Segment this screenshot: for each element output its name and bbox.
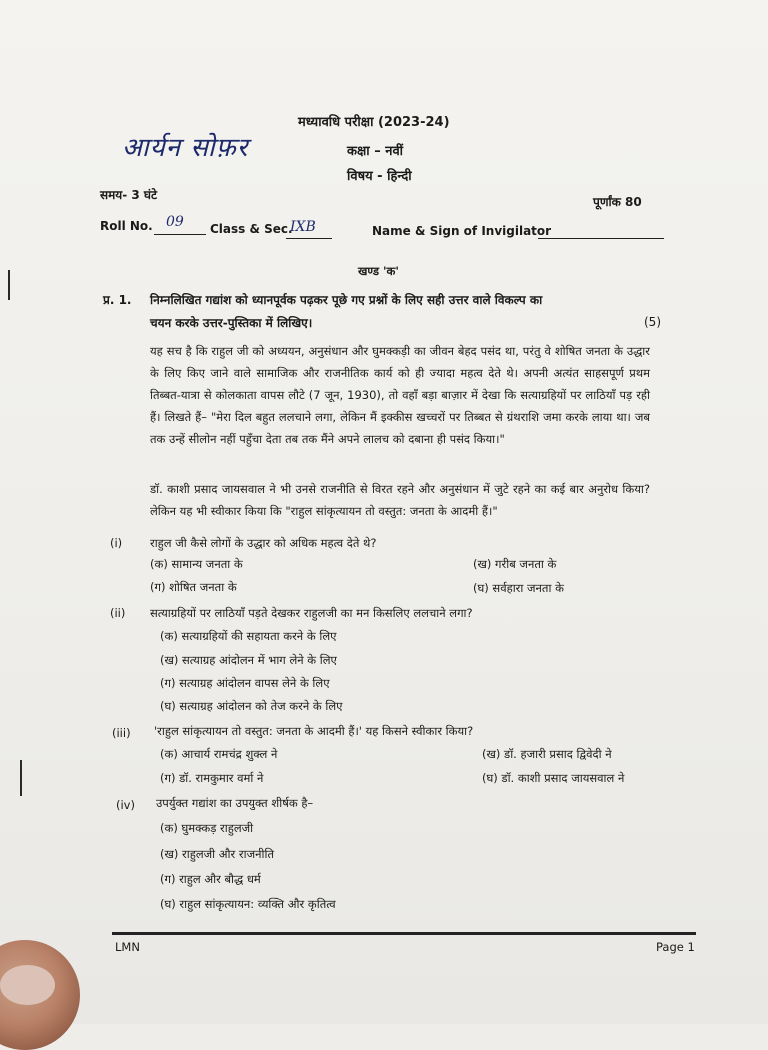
question-number: प्र. 1. — [103, 293, 132, 307]
exam-title: मध्यावधि परीक्षा (2023-24) — [298, 115, 450, 130]
invigilator-label: Name & Sign of Invigilator — [372, 224, 552, 238]
class-sec-value: IXB — [290, 219, 316, 235]
subq-number: (ii) — [110, 606, 126, 620]
option: (ग) डॉ. रामकुमार वर्मा ने — [160, 771, 264, 785]
option: (क) सत्याग्रहियों की सहायता करने के लिए — [160, 629, 337, 643]
option: (क) आचार्य रामचंद्र शुक्ल ने — [160, 747, 278, 761]
margin-pen-mark — [8, 270, 10, 300]
subq-number: (iv) — [116, 798, 135, 812]
option: (घ) डॉ. काशी प्रसाद जायसवाल ने — [482, 771, 625, 785]
student-name-handwritten: आर्यन सोफ़र — [122, 133, 249, 163]
max-marks-label: पूर्णांक 80 — [593, 195, 642, 209]
time-label: समय- 3 घंटे — [100, 188, 158, 202]
option: (घ) सत्याग्रह आंदोलन को तेज करने के लिए — [160, 699, 343, 713]
option: (ग) शोषित जनता के — [150, 580, 237, 594]
option: (क) घुमक्कड़ राहुलजी — [160, 821, 254, 835]
passage-paragraph-1: यह सच है कि राहुल जी को अध्ययन, अनुसंधान और घुमक्कड़ी का जीवन बेहद पसंद था, परंतु वे शोषित जनता के उद्धार के लिए किए जाने वाले सामाजिक और राजनीतिक कार्य को ही ज्यादा महत्व देते थे। अपनी अत्यंत साहसपूर्ण प्रथम तिब्बत-यात्रा से कोलकाता वापस लौटे (7 जून, 1930), तो वहाँ बड़ा बाज़ार में देखा कि सत्याग्रहियों पर लाठियाँ पड़ रही हैं। लिखते हैं– "मेरा दिल बहुत ललचाने लगा, लेकिन मैं इक्कीस खच्चरों पर तिब्बत से ग्रंथराशि जमा करके लाया था। जब तक उन्हें सीलोन नहीं पहुँचा देता तब तक मैंने अपने लालच को दबाना ही पसंद किया।" — [150, 344, 650, 446]
option: (ग) राहुल और बौद्ध धर्म — [160, 872, 261, 886]
section-title: खण्ड 'क' — [358, 264, 399, 278]
option: (ग) सत्याग्रह आंदोलन वापस लेने के लिए — [160, 676, 330, 690]
option: (ख) सत्याग्रह आंदोलन में भाग लेने के लिए — [160, 653, 337, 667]
roll-no-value: 09 — [166, 214, 184, 230]
roll-no-label: Roll No. — [100, 219, 153, 233]
class-sec-label: Class & Sec. — [210, 222, 293, 236]
question-marks: (5) — [644, 315, 661, 329]
subq-number: (i) — [110, 536, 123, 550]
class-sec-field — [286, 220, 332, 239]
question-instruction-line1: निम्नलिखित गद्यांश को ध्यानपूर्वक पढ़कर पूछे गए प्रश्नों के लिए सही उत्तर वाले विकल्प का — [150, 293, 543, 307]
option: (ख) डॉ. हजारी प्रसाद द्विवेदी ने — [482, 747, 612, 761]
option: (घ) सर्वहारा जनता के — [473, 581, 564, 595]
subq-text: उपर्युक्त गद्यांश का उपयुक्त शीर्षक है– — [156, 796, 314, 810]
subq-text: सत्याग्रहियों पर लाठियाँ पड़ते देखकर राहुलजी का मन किसलिए ललचाने लगा? — [150, 606, 473, 620]
option: (ख) गरीब जनता के — [473, 557, 557, 571]
footer-rule — [112, 932, 696, 935]
subq-text: 'राहुल सांकृत्यायन तो वस्तुत: जनता के आदमी हैं।' यह किसने स्वीकार किया? — [154, 724, 474, 738]
class-label: कक्षा – नवीं — [347, 144, 404, 159]
subject-label: विषय - हिन्दी — [347, 169, 412, 184]
footer-page-number: Page 1 — [656, 940, 695, 954]
question-instruction-line2: चयन करके उत्तर-पुस्तिका में लिखिए। — [150, 316, 313, 330]
subq-number: (iii) — [112, 726, 131, 740]
margin-pen-mark — [20, 760, 22, 796]
footer-left-code: LMN — [115, 940, 140, 954]
option: (क) सामान्य जनता के — [150, 557, 243, 571]
invigilator-sign-line — [538, 238, 664, 239]
option: (ख) राहुलजी और राजनीति — [160, 847, 275, 861]
thumbnail-photo — [0, 965, 55, 1005]
roll-no-field — [154, 216, 206, 235]
option: (घ) राहुल सांकृत्यायन: व्यक्ति और कृतित्व — [160, 897, 336, 911]
subq-text: राहुल जी कैसे लोगों के उद्धार को अधिक महत्व देते थे? — [150, 536, 377, 550]
passage-paragraph-2: डॉ. काशी प्रसाद जायसवाल ने भी उनसे राजनीति से विरत रहने और अनुसंधान में जुटे रहने का कई बार अनुरोध किया? लेकिन यह भी स्वीकार किया कि "राहुल सांकृत्यायन तो वस्तुत: जनता के आदमी हैं।" — [150, 482, 650, 518]
